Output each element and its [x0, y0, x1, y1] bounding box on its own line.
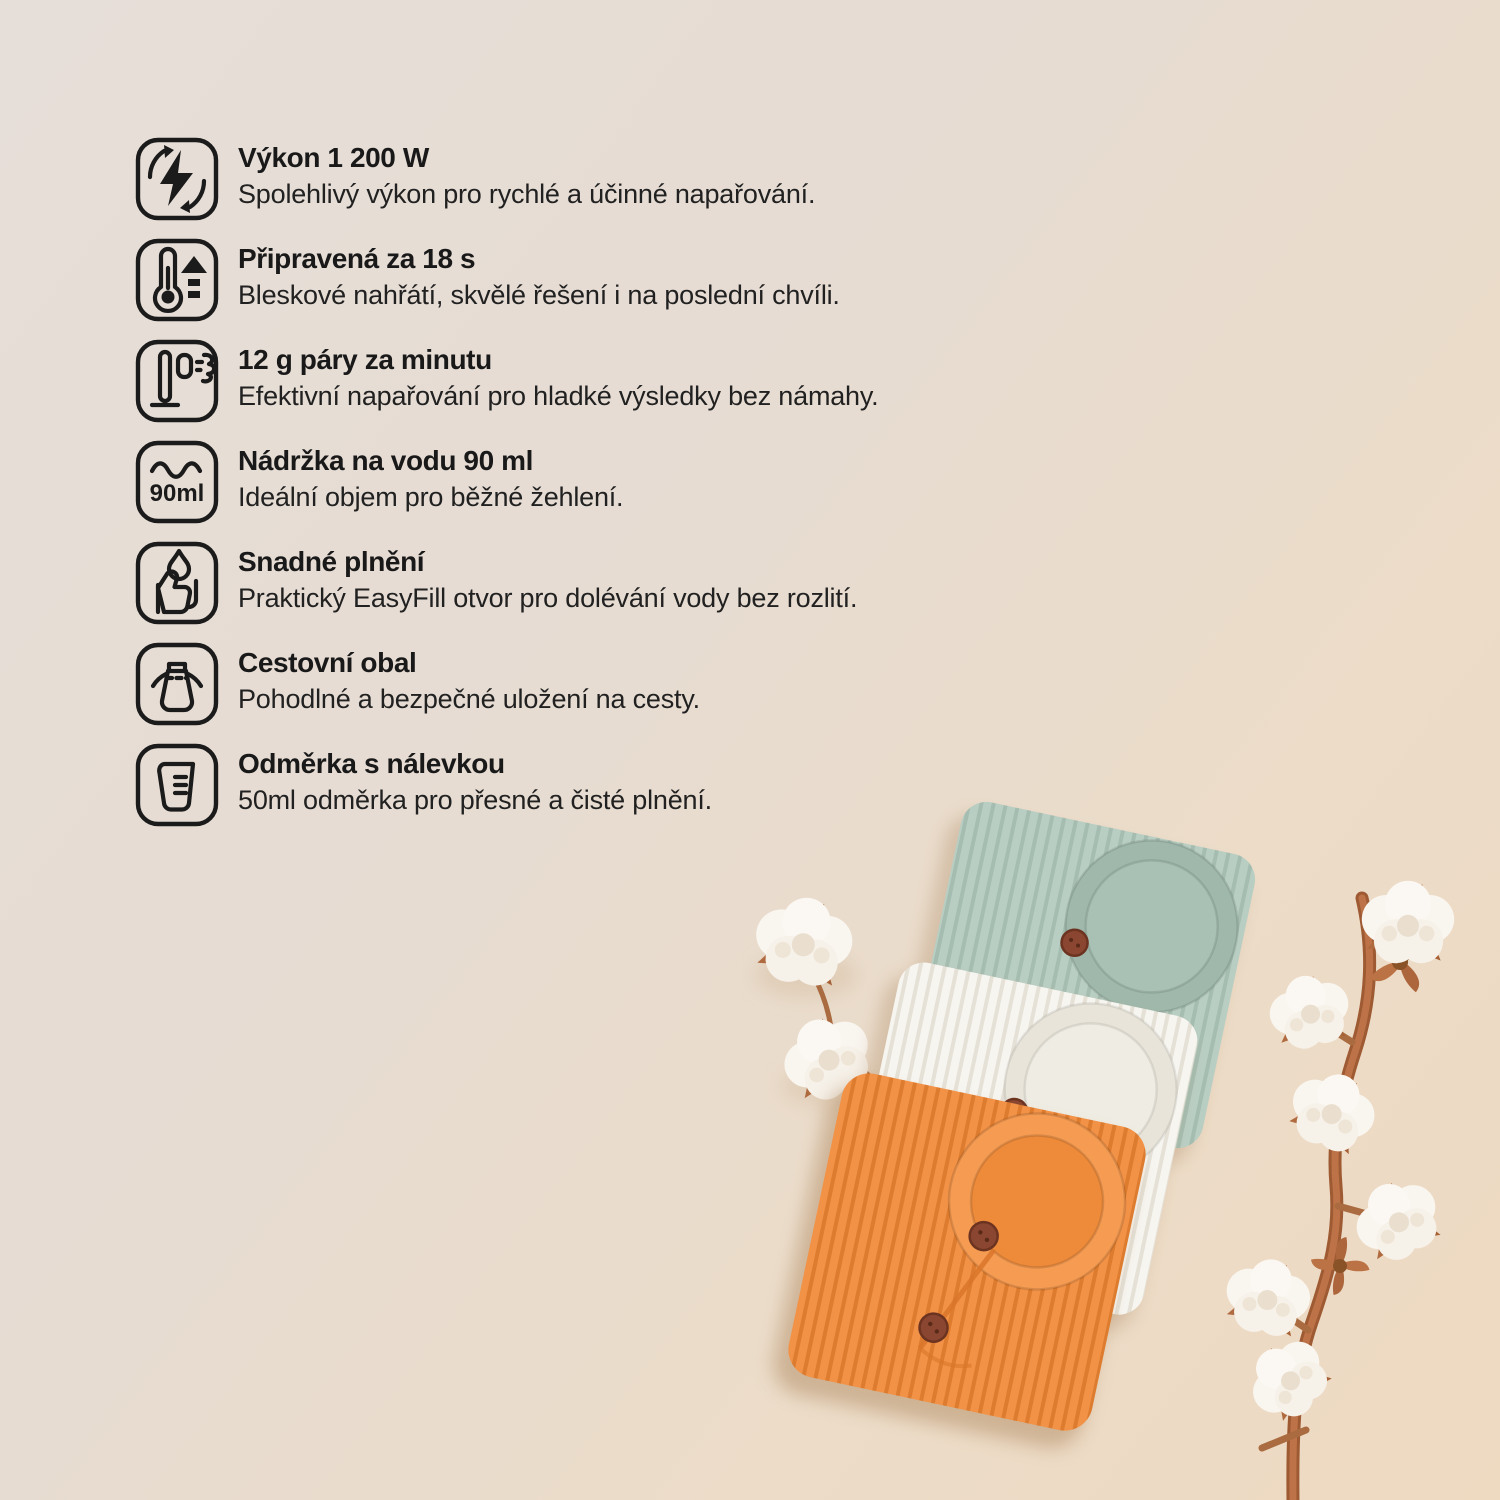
garment-orange — [767, 1066, 1151, 1456]
power-cycle-icon — [133, 135, 221, 223]
feature-title: 12 g páry za minutu — [238, 344, 492, 375]
feature-description: Praktický EasyFill otvor pro dolévání vody bez rozlití. — [238, 583, 858, 613]
feature-row — [133, 135, 878, 223]
feature-row — [133, 438, 878, 526]
feature-title: Cestovní obal — [238, 647, 417, 678]
feature-description: Efektivní napařování pro hladké výsledky bez námahy. — [238, 381, 879, 411]
tank-volume-label: 90ml — [149, 480, 205, 507]
feature-row — [133, 539, 878, 627]
feature-row — [133, 236, 878, 324]
feature-title: Výkon 1 200 W — [238, 142, 429, 173]
feature-description: Spolehlivý výkon pro rychlé a účinné napařování. — [238, 179, 816, 209]
feature-title: Nádržka na vodu 90 ml — [238, 445, 534, 476]
heatup-thermometer-icon — [133, 236, 221, 324]
feature-description: 50ml odměrka pro přesné a čisté plnění. — [238, 785, 712, 815]
water-tank-icon — [133, 438, 221, 526]
feature-row — [133, 337, 878, 425]
measuring-cup-icon — [133, 741, 221, 829]
feature-row — [133, 640, 878, 728]
feature-description: Ideální objem pro běžné žehlení. — [238, 482, 624, 512]
feature-description: Pohodlné a bezpečné uložení na cesty. — [238, 684, 700, 714]
cotton-branch — [1219, 880, 1455, 1500]
feature-title: Odměrka s nálevkou — [238, 748, 505, 779]
feature-row — [133, 741, 878, 829]
easy-fill-icon — [133, 539, 221, 627]
feature-title: Snadné plnění — [238, 546, 425, 577]
feature-title: Připravená za 18 s — [238, 243, 476, 274]
feature-list — [133, 135, 878, 829]
feature-description: Bleskové nahřátí, skvělé řešení i na poslední chvíli. — [238, 280, 840, 310]
travel-pouch-icon — [133, 640, 221, 728]
steam-output-icon — [133, 337, 221, 425]
